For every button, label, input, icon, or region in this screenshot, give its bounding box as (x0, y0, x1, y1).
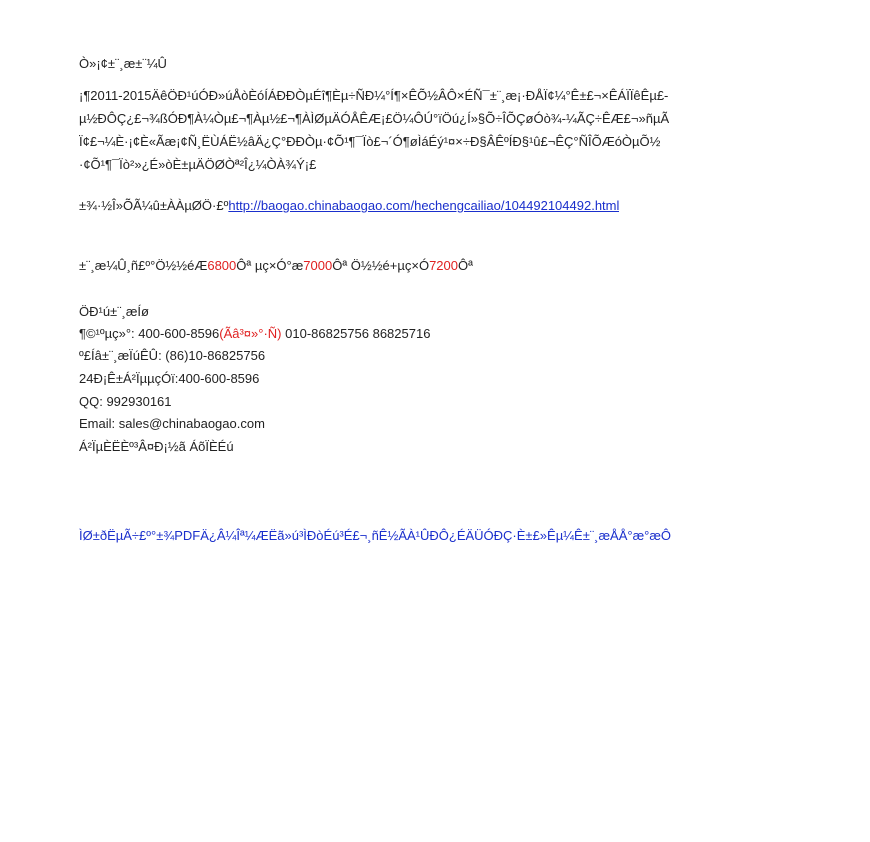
intro-line-4: ·¢Õ¹¶¯Ïò²»¿É»òÈ±µÄÖØÒª²Î¿¼ÒÀ¾Ý¡£ (79, 157, 317, 172)
footer-note: ÌØ±ðËµÃ÷£º°±¾PDFÄ¿Â¼Îª¼ÆËã»ú³ÌÐòÉú³É£¬¸ñÊ½ÃÀ¹ÛÐÔ¿ÉÄÜÓÐÇ·È±£»Êµ¼Ê±¨¸æÅÅ°æ°æÔ (79, 528, 672, 543)
report-url-row (79, 198, 619, 214)
price-row (79, 258, 473, 274)
email-row: Email: sales@chinabaogao.com (79, 416, 265, 431)
phone-note: (Ãâ³¤»°·Ñ) (219, 326, 282, 341)
price-label-paper: ±¨¸æ¼Û¸ñ£º°Ö½½éÆ (79, 258, 208, 273)
contact-person-row: Á²ÏµÈËÈº³Â¤Ð¡½ã ÁõÏÈÉú (79, 439, 234, 454)
price-unit-paper: Ôª (236, 258, 252, 273)
price-value-electronic: 7000 (303, 258, 333, 273)
price-label-combined: Ö½½é+µç×Ó (350, 258, 430, 273)
phone-extra: 010-86825756 86825716 (281, 326, 431, 341)
report-url-link[interactable]: http://baogao.chinabaogao.com/hechengcailiao/104492104492.html (228, 198, 620, 213)
intro-line-2: µ½ÐÔÇ¿£¬¾ßÓÐ¶À¼Òµ£¬¶Àµ½£¬¶ÀÌØµÄÓÅÊÆ¡£Ö¼ÔÚ°ïÖú¿Í»§Õ÷ÎÕÇøÓò¾-¼ÃÇ÷ÊÆ£¬»ñµÃ (79, 111, 670, 126)
qq-row: QQ: 992930161 (79, 394, 172, 409)
contact-heading: ÖÐ¹ú±¨¸æÍø (79, 304, 149, 319)
phone-label: ¶©¹ºµç»°: 400-600-8596 (79, 326, 220, 341)
phone-row (79, 326, 430, 342)
price-label-electronic: µç×Ó°æ (254, 258, 304, 273)
price-value-combined: 7200 (429, 258, 458, 273)
price-unit-combined: Ôª (458, 258, 473, 273)
price-value-paper: 6800 (207, 258, 237, 273)
url-prefix-label: ±¾·½Î»ÕÃ¼û±ÀÀµØÖ·£º (79, 198, 229, 213)
hours-row: 24Ð¡Ê±Á²ÏµµçÓï:400-600-8596 (79, 371, 260, 386)
section-heading: Ò»¡¢±¨¸æ±¨¼Û (79, 56, 167, 71)
intro-line-3: Ï¢£¬¼È·¡¢È«Ãæ¡¢Ñ¸ËÙÁË½âÄ¿Ç°ÐÐÒµ·¢Õ¹¶¯Ïò£¬´Ó¶øÌáÉý¹¤×÷Ð§ÂÊºÍÐ§¹û£¬ÊÇ°ÑÎÕÆóÒµÕ½ (79, 134, 661, 149)
hotline-row: º£Íâ±¨¸æÏúÊÛ: (86)10-86825756 (79, 348, 266, 363)
intro-line-1: ¡¶2011-2015ÄêÖÐ¹úÓÐ»úÅòÈóÍÁÐÐÒµÉî¶Èµ÷ÑÐ¼°Í¶×ÊÕ½ÂÔ×ÉÑ¯±¨¸æ¡·ÐÅÏ¢¼°Ê±£¬×ÊÁÏÏêÊµ£- (79, 88, 669, 103)
price-unit-electronic: Ôª (332, 258, 348, 273)
